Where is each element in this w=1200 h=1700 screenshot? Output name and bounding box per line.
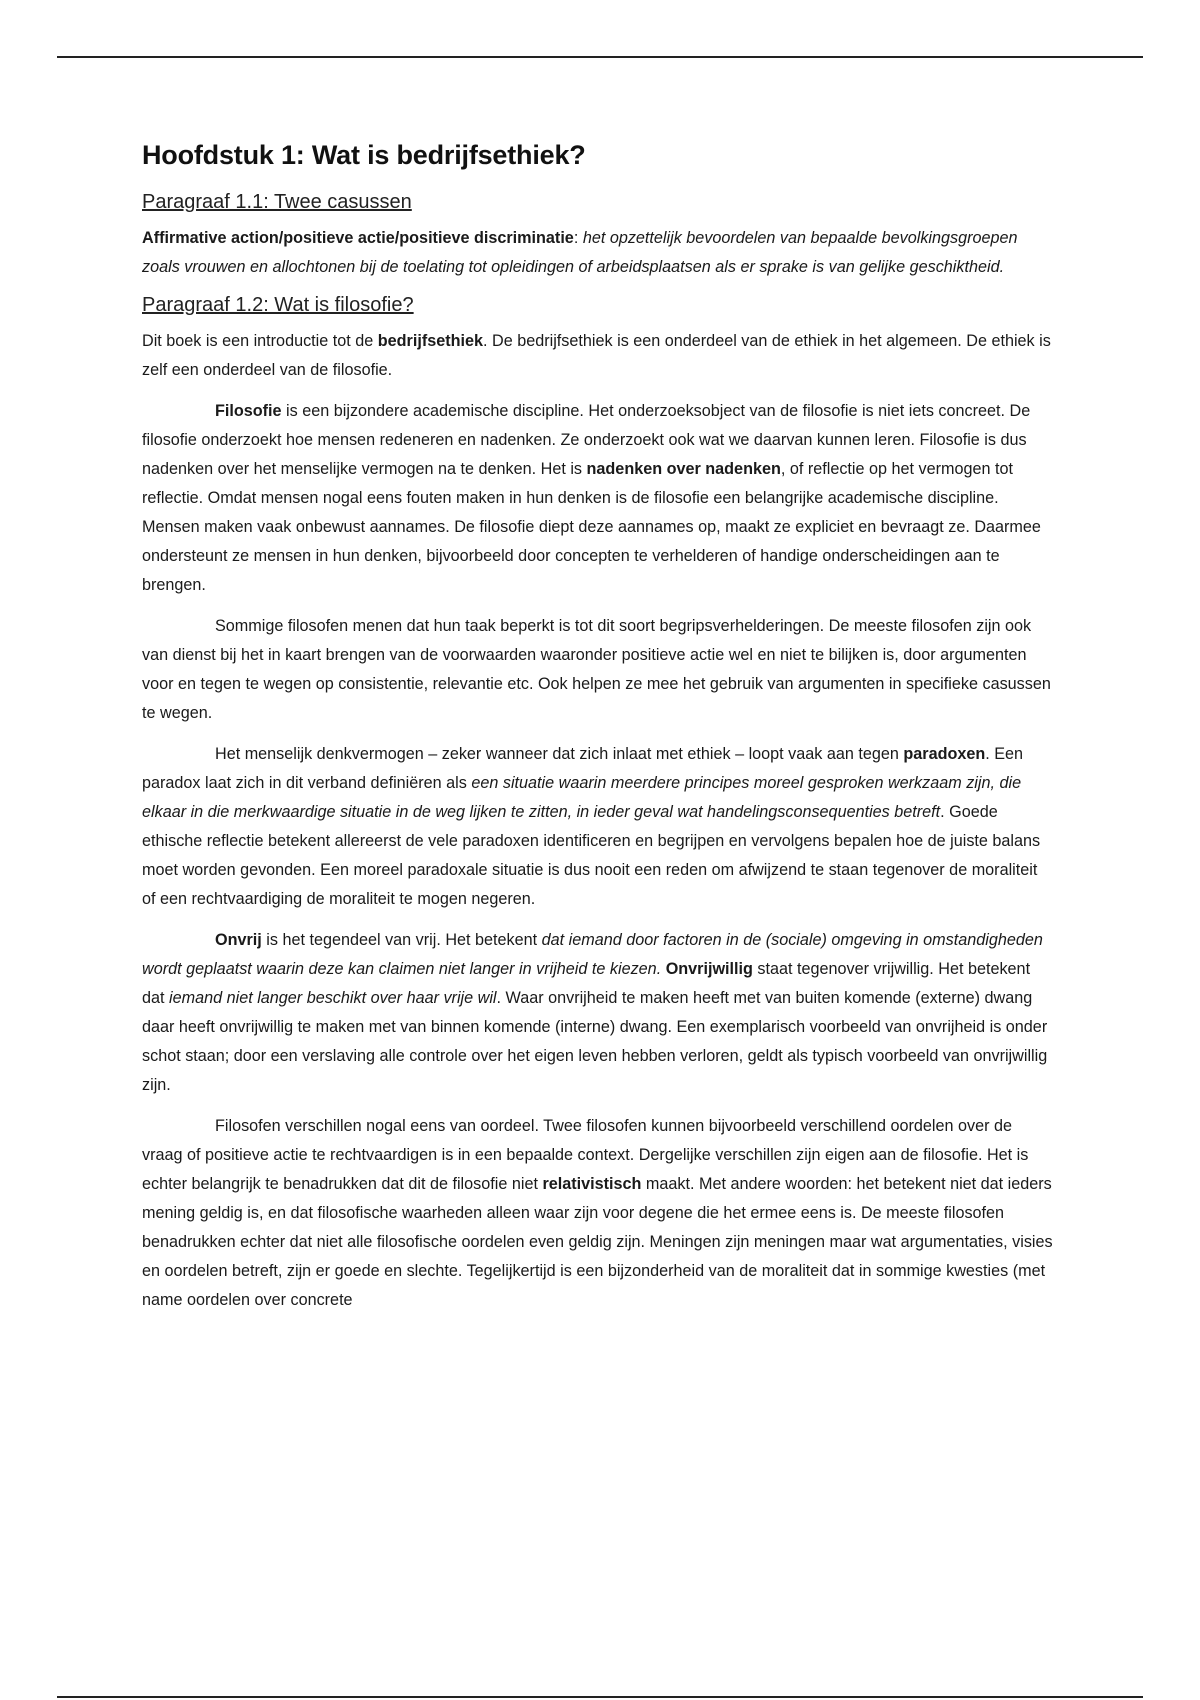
text-run: Het menselijk denkvermogen – zeker wanneer dat zich inlaat met ethiek – loopt vaak aan tegen <box>215 745 904 763</box>
text-run: . Een paradox laat zich in dit verband definiëren als <box>142 745 1024 792</box>
text-run: Dit boek is een introductie tot de <box>142 332 378 350</box>
onvrij-definition: dat iemand door factoren in de (sociale) omgeving in omstandigheden wordt geplaatst waarin deze kan claimen niet langer in vrijheid te kiezen. <box>142 931 1043 978</box>
paradox-definition: een situatie waarin meerdere principes moreel gesproken werkzaam zijn, die elkaar in die merkwaardige situatie in de weg lijken te zitten, in ieder geval wat handelingsconsequenties betreft <box>142 774 1022 821</box>
term-bedrijfsethiek: bedrijfsethiek <box>377 332 484 350</box>
page-content <box>142 140 1054 1327</box>
text-run: . Goede ethische reflectie betekent allereerst de vele paradoxen identificeren en begrijpen en vervolgens bepalen hoe de juiste balans moet worden gevonden. Een moreel paradoxale situatie is dus nooit een reden om afwijzend te staan tegenover de moraliteit of een rechtvaardiging de moraliteit te mogen negeren. <box>142 803 1041 908</box>
definition-term: Affirmative action/positieve actie/positieve discriminatie <box>142 229 574 247</box>
text-run: maakt. Met andere woorden: het betekent niet dat ieders mening geldig is, en dat filosofische waarheden alleen waar zijn voor degene die het ermee eens is. De meeste filosofen benadrukken echter dat niet alle filosofische oordelen even geldig zijn. Meningen zijn meningen maar wat argumentaties, visies en oordelen betreft, zijn er goede en slechte. Tegelijkertijd is een bijzonderheid van de moraliteit dat in sommige kwesties (met name oordelen over concrete <box>142 1175 1053 1309</box>
text-run: , of reflectie op het vermogen tot reflectie. Omdat mensen nogal eens fouten maken in hun denken is de filosofie een belangrijke academische discipline. Mensen maken vaak onbewust aannames. De filosofie diept deze aannames op, maakt ze expliciet en bevraagt ze. Daarmee ondersteunt ze mensen in hun denken, bijvoorbeeld door concepten te verhelderen of handige onderscheidingen aan te brengen. <box>142 460 1041 594</box>
chapter-title: Hoofdstuk 1: Wat is bedrijfsethiek? <box>142 140 586 170</box>
paragraph-intro <box>142 327 1054 385</box>
paragraph-filosofie <box>142 397 1054 600</box>
section-2 <box>142 294 1054 1315</box>
text-run: . De bedrijfsethiek is een onderdeel van de ethiek in het algemeen. De ethiek is zelf een onderdeel van de filosofie. <box>142 332 1051 379</box>
section-heading-1-1: Paragraaf 1.1: Twee casussen <box>142 191 412 213</box>
section-1 <box>142 191 1054 282</box>
term-nadenken-over-nadenken: nadenken over nadenken <box>586 460 781 478</box>
term-filosofie: Filosofie <box>215 402 282 420</box>
definition-text: het opzettelijk bevoordelen van bepaalde bevolkingsgroepen zoals vrouwen en allochtonen bij de toelating tot opleidingen of arbeidsplaatsen als er sprake is van gelijke geschiktheid. <box>142 229 1018 276</box>
top-rule <box>57 56 1143 58</box>
paragraph-relativisme <box>142 1112 1054 1315</box>
onvrijwillig-definition: iemand niet langer beschikt over haar vrije wil <box>169 989 497 1007</box>
definition-positive-action <box>142 224 1054 282</box>
term-onvrij: Onvrij <box>215 931 262 949</box>
term-paradoxen: paradoxen <box>903 745 986 763</box>
paragraph-onvrij <box>142 926 1054 1100</box>
text-run: staat tegenover vrijwillig. Het betekent dat <box>142 960 1031 1007</box>
section-heading-1-2: Paragraaf 1.2: Wat is filosofie? <box>142 294 414 316</box>
term-onvrijwillig: Onvrijwillig <box>665 960 753 978</box>
bottom-rule <box>57 1696 1143 1698</box>
definition-separator: : <box>573 229 583 247</box>
text-run: . Waar onvrijheid te maken heeft met van buiten komende (externe) dwang daar heeft onvrijwillig te maken met van binnen komende (interne) dwang. Een exemplarisch voorbeeld van onvrijheid is onder schot staan; door een verslaving alle controle over het eigen leven hebben verloren, geldt als typisch voorbeeld van onvrijwillig zijn. <box>142 989 1048 1094</box>
text-run: is een bijzondere academische discipline. Het onderzoeksobject van de filosofie is niet iets concreet. De filosofie onderzoekt hoe mensen redeneren en nadenken. Ze onderzoekt ook wat we daarvan kunnen leren. Filosofie is dus nadenken over het menselijke vermogen na te denken. Het is <box>142 402 1031 478</box>
text-run: Filosofen verschillen nogal eens van oordeel. Twee filosofen kunnen bijvoorbeeld verschillend oordelen over de vraag of positieve actie te rechtvaardigen is in een bepaalde context. Dergelijke verschillen zijn eigen aan de filosofie. Het is echter belangrijk te benadrukken dat dit de filosofie niet <box>142 1117 1029 1193</box>
paragraph-begripsverheldering: Sommige filosofen menen dat hun taak beperkt is tot dit soort begripsverhelderingen. De meeste filosofen zijn ook van dienst bij het in kaart brengen van de voorwaarden waaronder positieve actie wel en niet te bilijken is, door argumenten voor en tegen te wegen op consistentie, relevantie etc. Ook helpen ze mee het gebruik van argumenten in specifieke casussen te wegen. <box>142 617 1051 722</box>
paragraph-paradoxen <box>142 740 1054 914</box>
text-run: is het tegendeel van vrij. Het betekent <box>261 931 542 949</box>
term-relativistisch: relativistisch <box>542 1175 642 1193</box>
